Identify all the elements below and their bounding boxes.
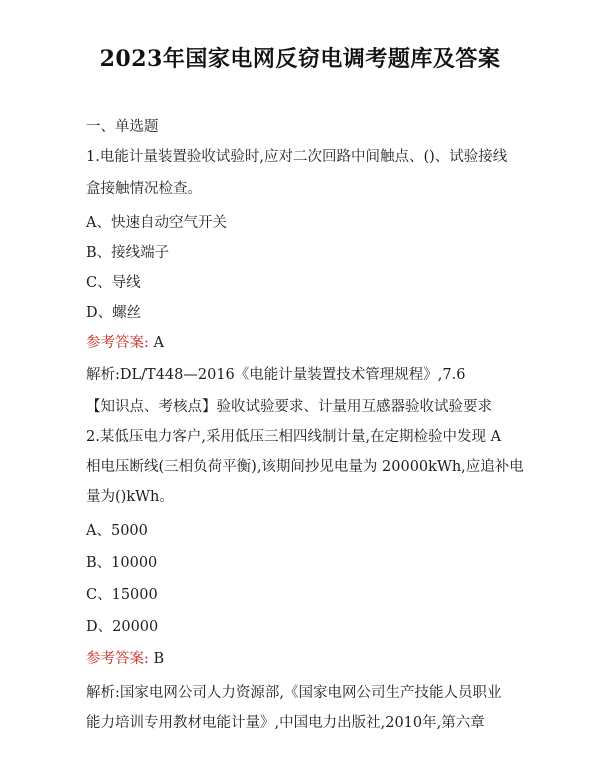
question-1-option-c: C、导线 [86,275,141,291]
question-2-option-d: D、20000 [86,619,159,635]
question-1-analysis-line1: 解析:DL/T448—2016《电能计量装置技术管理规程》,7.6 [86,367,466,383]
question-1-analysis-line2: 【知识点、考核点】验收试验要求、计量用互感器验收试验要求 [86,399,492,415]
question-1-option-d: D、螺丝 [86,305,142,321]
question-1-answer [86,334,164,352]
question-2-stem-line3: 量为()kWh。 [86,489,174,505]
answer-value: B [153,651,165,667]
question-1-option-b: B、接线端子 [86,245,170,261]
question-2-stem-line1: 2.某低压电力客户,采用低压三相四线制计量,在定期检验中发现 A [86,429,502,445]
question-2-analysis-line1: 解析:国家电网公司人力资源部,《国家电网公司生产技能人员职业 [86,685,502,701]
question-2-option-c: C、15000 [86,587,158,603]
answer-label: 参考答案: [86,651,149,667]
document-title: 2023年国家电网反窃电调考题库及答案 [99,46,501,72]
question-2-stem-line2: 相电压断线(三相负荷平衡),该期间抄见电量为 20000kWh,应追补电 [86,459,524,475]
answer-label: 参考答案: [86,335,149,351]
answer-value: A [153,335,164,351]
question-2-answer [86,650,164,668]
question-1-stem-line1: 1.电能计量装置验收试验时,应对二次回路中间触点、()、试验接线 [86,149,508,165]
question-2-option-b: B、10000 [86,555,158,571]
question-1-stem-line2: 盒接触情况检查。 [86,181,202,197]
question-2-analysis-line2: 能力培训专用教材电能计量》,中国电力出版社,2010年,第六章 [86,715,485,731]
section-heading: 一、单选题 [86,119,159,135]
question-2-option-a: A、5000 [86,523,148,539]
question-1-option-a: A、快速自动空气开关 [86,215,227,231]
